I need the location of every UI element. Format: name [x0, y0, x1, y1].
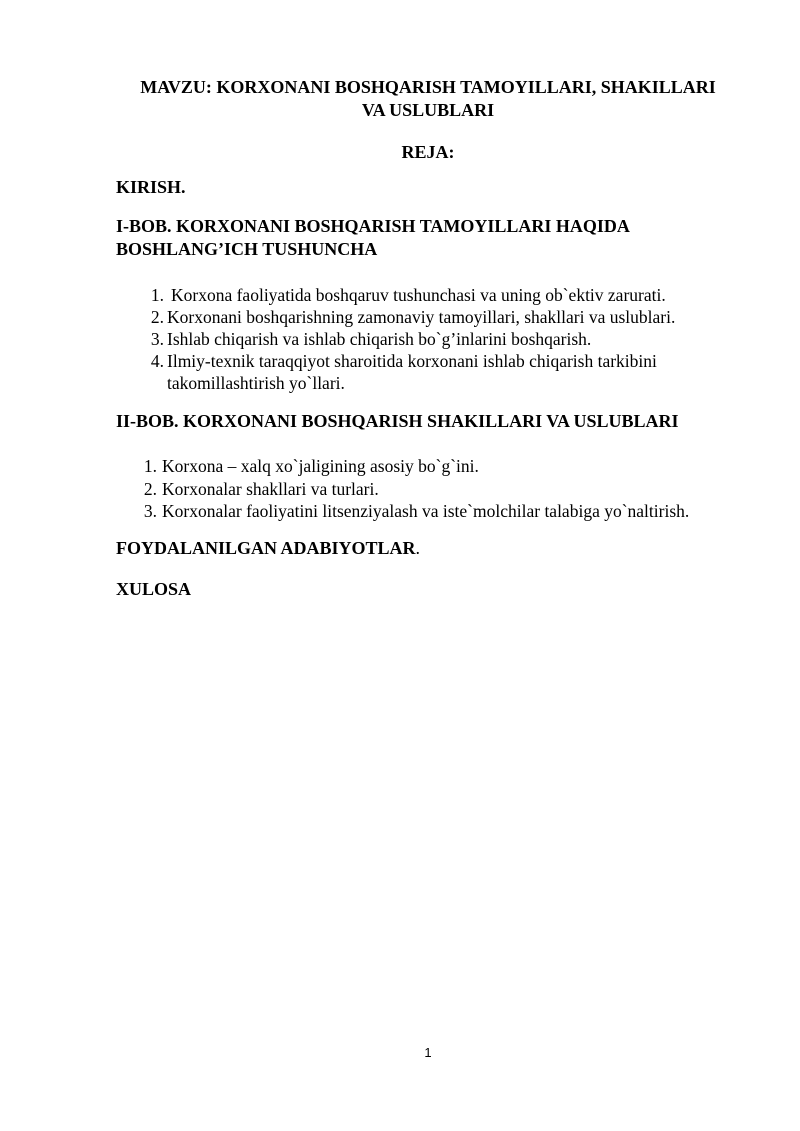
document-title-line-2: VA USLUBLARI [361, 100, 495, 120]
list-item-number: 1. [150, 285, 164, 305]
list-item-number: 2. [143, 479, 157, 499]
list-item-number: 3. [150, 329, 164, 349]
list-item-text: Ishlab chiqarish va ishlab chiqarish bo`g’inlarini boshqarish. [167, 329, 592, 349]
plan-heading: REJA: [401, 142, 455, 162]
list-item-text: Korxona faoliyatida boshqaruv tushunchasi va uning ob`ektiv zarurati. [171, 285, 666, 305]
references-heading [116, 537, 756, 560]
list-item-text: Korxonalar faoliyatini litsenziyalash va iste`molchilar talabiga yo`naltirish. [162, 501, 690, 521]
list-item-number: 1. [143, 456, 157, 476]
list-item-text: Ilmiy-texnik taraqqiyot sharoitida korxonani ishlab chiqarish tarkibini [167, 351, 657, 371]
list-item-text: takomillashtirish yo`llari. [167, 373, 345, 393]
document-title-line-1: MAVZU: KORXONANI BOSHQARISH TAMOYILLARI, SHAKILLARI [140, 77, 716, 97]
page-number: 1 [424, 1045, 432, 1060]
chapter1-heading-line-2: BOSHLANG’ICH TUSHUNCHA [116, 239, 378, 259]
chapter1-heading-line-1: I-BOB. KORXONANI BOSHQARISH TAMOYILLARI HAQIDA [116, 216, 630, 236]
list-item-text: Korxona – xalq xo`jaligining asosiy bo`g`ini. [162, 456, 479, 476]
introduction-heading: KIRISH. [116, 177, 186, 197]
conclusion-heading: XULOSA [116, 579, 192, 599]
list-item-text: Korxonani boshqarishning zamonaviy tamoyillari, shakllari va uslublari. [167, 307, 676, 327]
list-item-number: 4. [150, 351, 164, 371]
references-heading-text: FOYDALANILGAN ADABIYOTLAR [116, 538, 416, 558]
list-item-number: 2. [150, 307, 164, 327]
chapter2-heading: II-BOB. KORXONANI BOSHQARISH SHAKILLARI VA USLUBLARI [116, 411, 679, 431]
list-item-number: 3. [143, 501, 157, 521]
references-heading-period: . [415, 538, 421, 558]
list-item-text: Korxonalar shakllari va turlari. [162, 479, 379, 499]
